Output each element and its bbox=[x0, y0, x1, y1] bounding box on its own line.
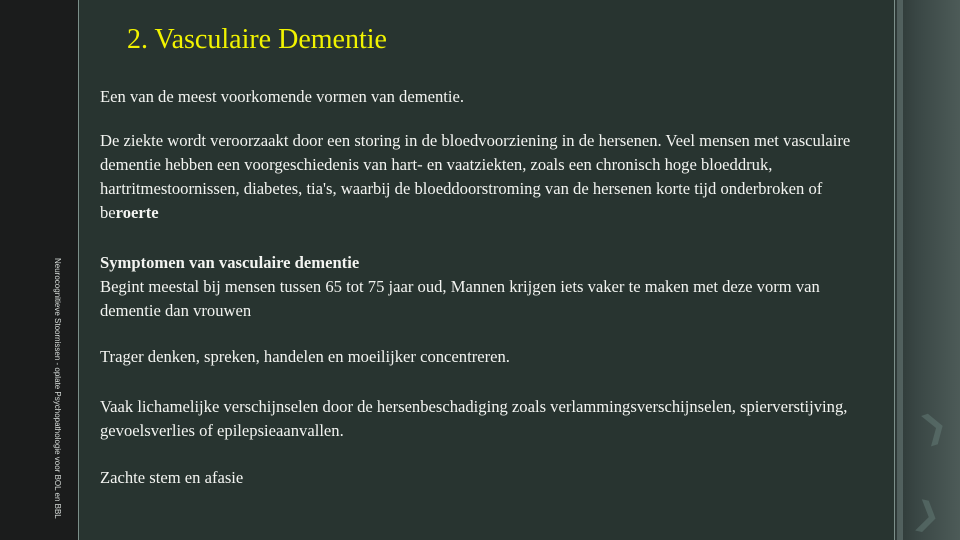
left-band bbox=[0, 0, 78, 540]
cause-paragraph-bold-text: roerte bbox=[115, 203, 159, 222]
right-band bbox=[895, 0, 960, 540]
speech-symptoms-paragraph: Zachte stem en afasie bbox=[100, 468, 244, 487]
right-accent-line bbox=[897, 0, 903, 540]
symptoms-body: Begint meestal bij mensen tussen 65 tot 75 jaar oud, Mannen krijgen iets vaker te maken met deze vorm van dementie dan vrouwen bbox=[100, 277, 820, 320]
physical-symptoms-paragraph: Vaak lichamelijke verschijnselen door de hersenbeschadiging zoals verlammingsverschijnselen, spierverstijving, gevoelsverlies of epilepsieaanvallen. bbox=[100, 397, 848, 440]
intro-paragraph: Een van de meest voorkomende vormen van dementie. bbox=[100, 87, 465, 106]
cause-paragraph bbox=[100, 129, 870, 225]
slide-title: 2. Vasculaire Dementie bbox=[127, 24, 387, 55]
chevron-right-icon: ❯ bbox=[910, 492, 945, 536]
cause-paragraph-text: De ziekte wordt veroorzaakt door een storing in de bloedvoorziening in de hersenen. Veel mensen met vasculaire dementie hebben een voorgeschiedenis van hart- en vaatziekten, zoals een chronisch hoge bloeddruk, hartritmestoornissen, diabetes, tia's, waarbij de bloeddoorstroming van de hersenen korte tijd onderbroken of be bbox=[100, 131, 851, 222]
chevron-right-icon: ❯ bbox=[914, 403, 953, 449]
cognitive-symptoms-paragraph: Trager denken, spreken, handelen en moeilijker concentreren. bbox=[100, 347, 510, 366]
symptoms-heading: Symptomen van vasculaire dementie bbox=[100, 253, 360, 272]
symptoms-paragraph bbox=[100, 251, 870, 323]
vertical-side-caption bbox=[52, 258, 62, 520]
side-caption-text: Neurocognitieve Stoornissen - oplate Psychopathologie voor BOL en BBL bbox=[53, 258, 62, 519]
